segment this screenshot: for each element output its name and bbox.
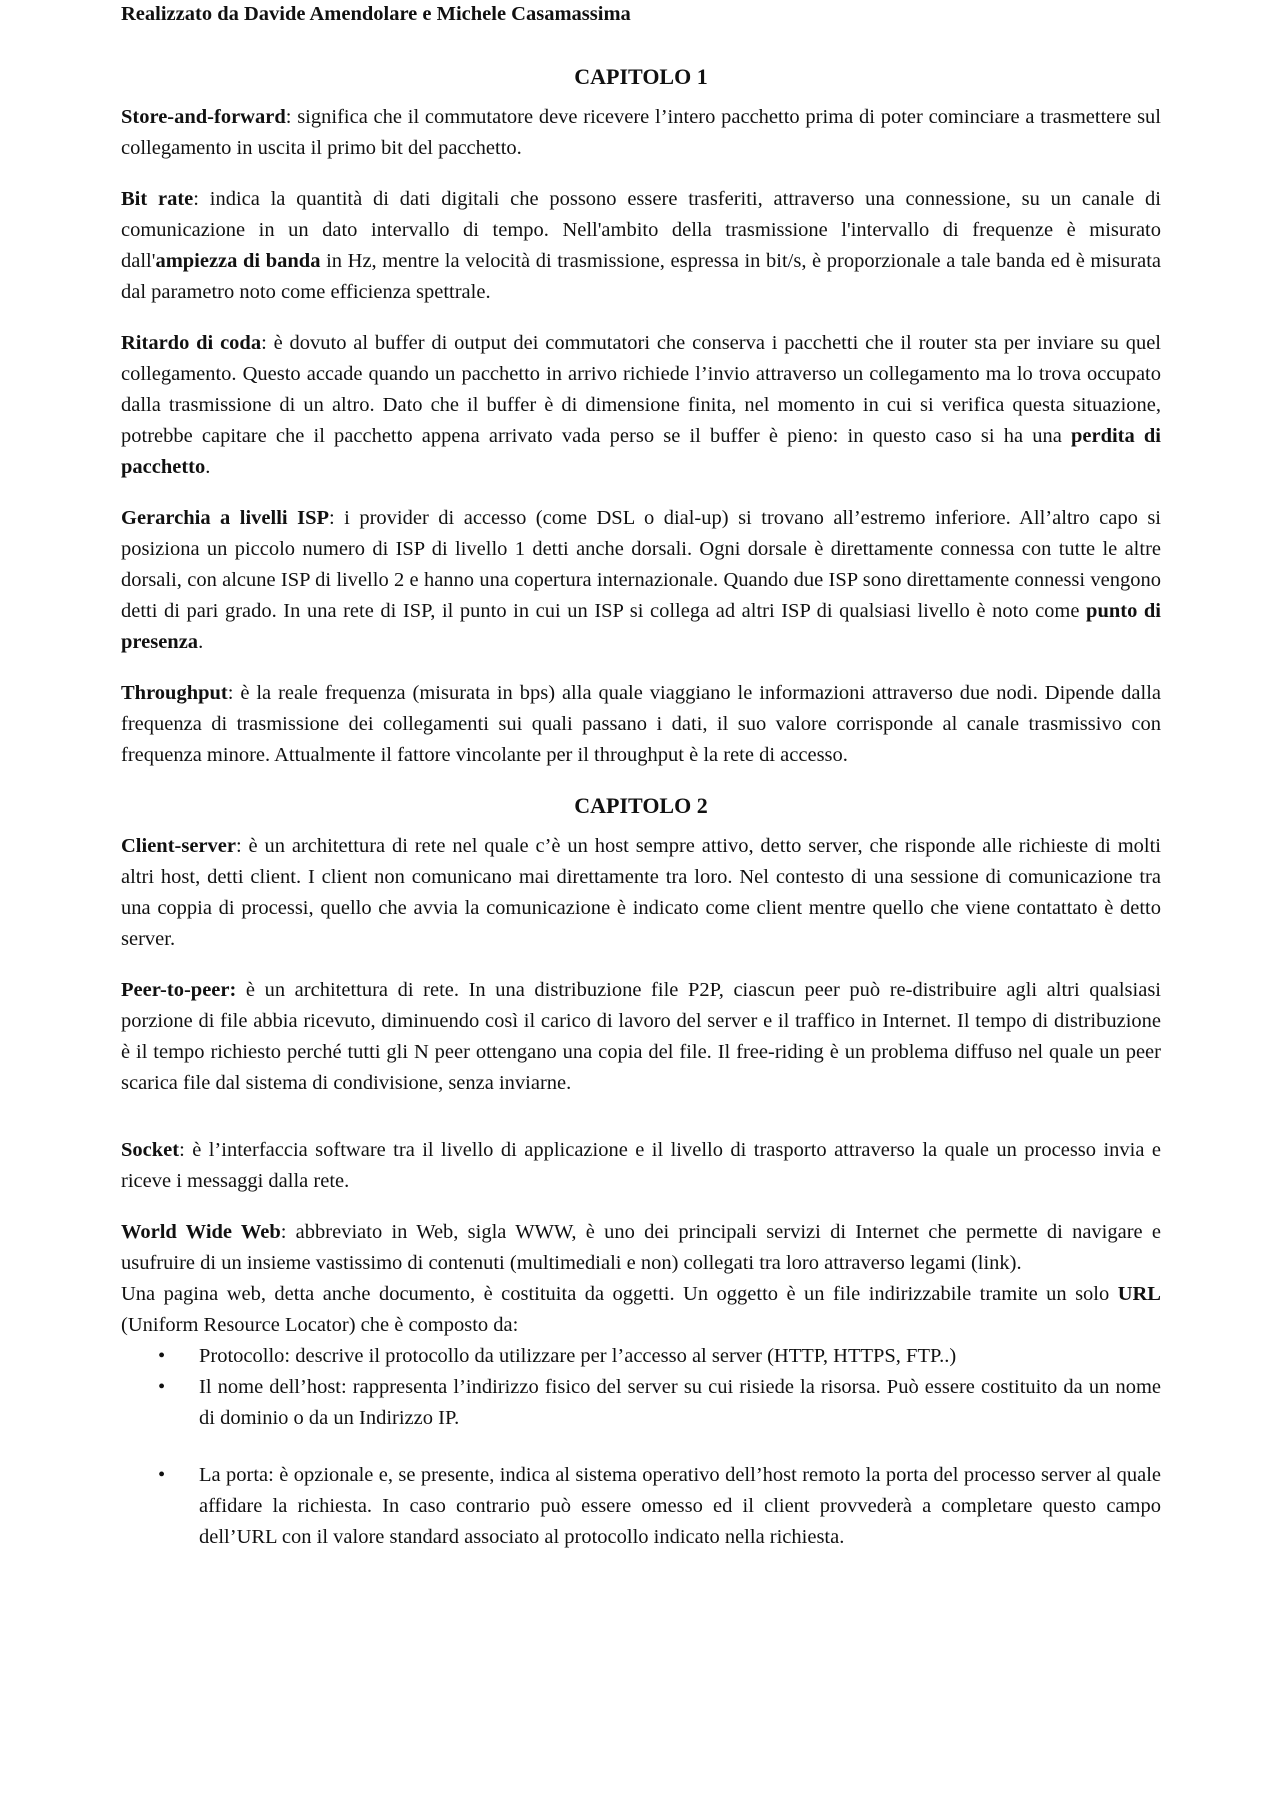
- term: Peer-to-peer:: [121, 979, 237, 1001]
- paragraph-text: (Uniform Resource Locator) che è composto da:: [121, 1314, 519, 1336]
- term: World Wide Web: [121, 1221, 281, 1243]
- list-item-text: Il nome dell’host: rappresenta l’indirizzo fisico del server su cui risiede la risorsa. Può essere costituito da un nome di dominio o da un Indirizzo IP.: [199, 1376, 1161, 1429]
- emphasis: ampiezza di banda: [155, 250, 321, 272]
- definition-gerarchia-isp: [121, 503, 1161, 658]
- definition-text: : abbreviato in Web, sigla WWW, è uno dei principali servizi di Internet che permette di navigare e usufruire di un insieme vastissimo di contenuti (multimediali e non) collegati tra loro attraverso legami (link).: [121, 1221, 1161, 1274]
- list-item: [121, 1460, 1161, 1553]
- emphasis: punto di presenza: [121, 600, 1161, 653]
- definition-store-and-forward: [121, 102, 1161, 164]
- web-page-paragraph: [121, 1279, 1161, 1341]
- bullet-icon: •: [158, 1345, 166, 1367]
- list-item: [121, 1341, 1161, 1372]
- url-components-list: [121, 1341, 1161, 1553]
- definition-text: .: [198, 631, 204, 653]
- definition-text: : è un architettura di rete nel quale c’è un host sempre attivo, detto server, che risponde alle richieste di molti altri host, detti client. I client non comunicano mai direttamente tra loro. Nel contesto di una sessione di comunicazione tra una coppia di processi, quello che avvia la comunicazione è indicato come client mentre quello che viene contattato è detto server.: [121, 835, 1161, 950]
- definition-throughput: [121, 678, 1161, 771]
- bullet-icon: •: [158, 1376, 166, 1398]
- term: Throughput: [121, 682, 228, 704]
- term: Ritardo di coda: [121, 332, 262, 354]
- definition-text: : è la reale frequenza (misurata in bps) alla quale viaggiano le informazioni attraverso due nodi. Dipende dalla frequenza di trasmissione dei collegamenti sui quali passano i dati, il suo valore corrisponde al canale trasmissivo con frequenza minore. Attualmente il fattore vincolante per il throughput è la rete di accesso.: [121, 682, 1161, 766]
- definition-text: : indica la quantità di dati digitali che possono essere trasferiti, attraverso una connessione, su un canale di comunicazione in un dato intervallo di tempo. Nell'ambito della trasmissione l'intervallo di frequenze è misurato dall': [121, 188, 1161, 272]
- definition-text: .: [205, 456, 211, 478]
- list-item-text: La porta: è opzionale e, se presente, indica al sistema operativo dell’host remoto la porta del processo server al quale affidare la richiesta. In caso contrario può essere omesso ed il client provvederà a completare questo campo dell’URL con il valore standard associato al protocollo indicato nella richiesta.: [199, 1464, 1161, 1548]
- term: Store-and-forward: [121, 106, 286, 128]
- definition-ritardo-di-coda: [121, 328, 1161, 483]
- definition-www: [121, 1217, 1161, 1279]
- chapter-1-title: CAPITOLO 1: [574, 64, 708, 89]
- list-item-text: Protocollo: descrive il protocollo da utilizzare per l’accesso al server (HTTP, HTTPS, FTP..): [199, 1345, 957, 1367]
- definition-text: : significa che il commutatore deve ricevere l’intero pacchetto prima di poter cominciare a trasmettere sul collegamento in uscita il primo bit del pacchetto.: [121, 106, 1161, 159]
- list-item: [121, 1372, 1161, 1434]
- definition-text: : è dovuto al buffer di output dei commutatori che conserva i pacchetti che il router sta per inviare su quel collegamento. Questo accade quando un pacchetto in arrivo richiede l’invio attraverso un collegamento ma lo trova occupato dalla trasmissione di un altro. Dato che il buffer è di dimensione finita, nel momento in cui si verifica questa situazione, potrebbe capitare che il pacchetto appena arrivato vada perso se il buffer è pieno: in questo caso si ha una: [121, 332, 1161, 447]
- term: Bit rate: [121, 188, 194, 210]
- definition-bit-rate: [121, 184, 1161, 308]
- document-page: [121, 0, 1161, 1553]
- emphasis: perdita di pacchetto: [121, 425, 1161, 478]
- definition-text: : è l’interfaccia software tra il livello di applicazione e il livello di trasporto attraverso la quale un processo invia e riceve i messaggi dalla rete.: [121, 1139, 1161, 1192]
- definition-text: è un architettura di rete. In una distribuzione file P2P, ciascun peer può re-distribuire agli altri qualsiasi porzione di file abbia ricevuto, diminuendo così il carico di lavoro del server e il traffico in Internet. Il tempo di distribuzione è il tempo richiesto perché tutti gli N peer ottengano una copia del file. Il free-riding è un problema diffuso nel quale un peer scarica file dal sistema di condivisione, senza inviarne.: [121, 979, 1161, 1094]
- emphasis: URL: [1117, 1283, 1161, 1305]
- definition-text: : i provider di accesso (come DSL o dial-up) si trovano all’estremo inferiore. All’altro capo si posiziona un piccolo numero di ISP di livello 1 detti anche dorsali. Ogni dorsale è direttamente connessa con tutte le altre dorsali, con alcune ISP di livello 2 e hanno una copertura internazionale. Quando due ISP sono direttamente connessi vengono detti di pari grado. In una rete di ISP, il punto in cui un ISP si collega ad altri ISP di qualsiasi livello è noto come: [121, 507, 1161, 622]
- paragraph-text: Una pagina web, detta anche documento, è costituita da oggetti. Un oggetto è un file indirizzabile tramite un solo: [121, 1283, 1118, 1305]
- term: Client-server: [121, 835, 236, 857]
- definition-client-server: [121, 831, 1161, 955]
- definition-peer-to-peer: [121, 975, 1161, 1099]
- term: Gerarchia a livelli ISP: [121, 507, 329, 529]
- bullet-icon: •: [158, 1464, 166, 1486]
- document-header: Realizzato da Davide Amendolare e Michele Casamassima: [121, 3, 631, 25]
- chapter-2-title: CAPITOLO 2: [574, 793, 708, 818]
- definition-text: in Hz, mentre la velocità di trasmissione, espressa in bit/s, è proporzionale a tale banda ed è misurata dal parametro noto come efficienza spettrale.: [121, 250, 1161, 303]
- definition-socket: [121, 1135, 1161, 1197]
- term: Socket: [121, 1139, 180, 1161]
